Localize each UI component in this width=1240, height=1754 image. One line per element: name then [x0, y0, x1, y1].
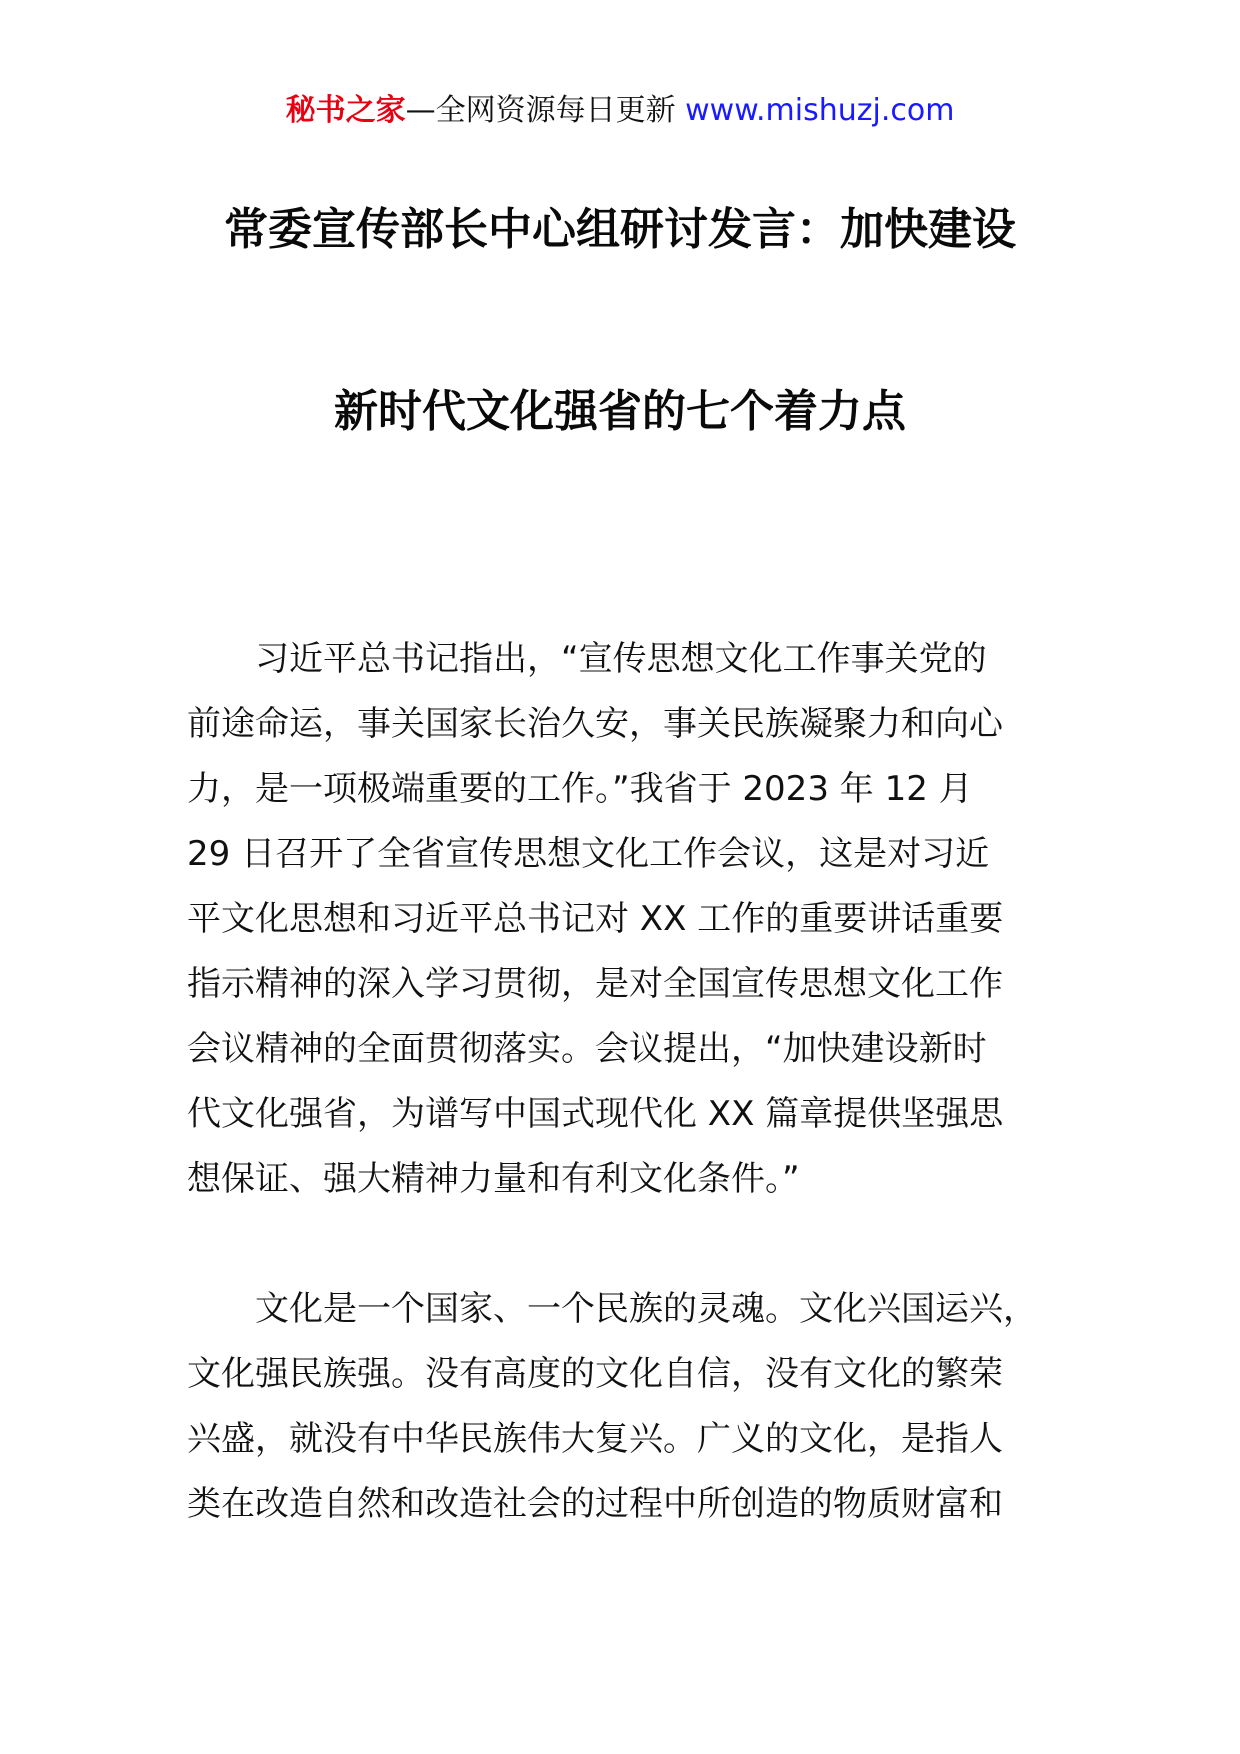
document-title-line-1: 常委宣传部长中心组研讨发言：加快建设 — [224, 204, 1016, 255]
paragraph-line: 力，是一项极端重要的工作。”我省于 2023 年 12 月 — [187, 769, 973, 809]
paragraph-line: 平文化思想和习近平总书记对 XX 工作的重要讲话重要 — [187, 899, 1004, 939]
header-tagline: —全网资源每日更新 — [405, 93, 676, 128]
document-title-line-2: 新时代文化强省的七个着力点 — [334, 386, 906, 437]
paragraph-line: 指示精神的深入学习贯彻，是对全国宣传思想文化工作 — [187, 964, 1003, 1004]
paragraph-line: 想保证、强大精神力量和有利文化条件。” — [187, 1159, 800, 1199]
site-header — [0, 88, 1240, 134]
paragraph-line: 会议精神的全面贯彻落实。会议提出，“加快建设新时 — [187, 1029, 987, 1069]
paragraph-line: 习近平总书记指出，“宣传思想文化工作事关党的 — [187, 639, 987, 679]
paragraph-line: 文化强民族强。没有高度的文化自信，没有文化的繁荣 — [187, 1354, 1003, 1394]
paragraph-line: 兴盛，就没有中华民族伟大复兴。广义的文化，是指人 — [187, 1419, 1003, 1459]
brand-name: 秘书之家 — [285, 93, 406, 128]
paragraph-line: 29 日召开了全省宣传思想文化工作会议，这是对习近 — [187, 834, 990, 874]
paragraph-line: 文化是一个国家、一个民族的灵魂。文化兴国运兴， — [187, 1289, 1037, 1329]
paragraph-line: 代文化强省，为谱写中国式现代化 XX 篇章提供坚强思 — [187, 1094, 1004, 1134]
paragraph-line: 类在改造自然和改造社会的过程中所创造的物质财富和 — [187, 1484, 1003, 1524]
site-url-link[interactable]: www.mishuzj.com — [685, 93, 955, 128]
paragraph-line: 前途命运，事关国家长治久安，事关民族凝聚力和向心 — [187, 704, 1003, 744]
body-paragraph-1 — [187, 627, 1067, 1212]
body-paragraph-2 — [187, 1277, 1067, 1537]
